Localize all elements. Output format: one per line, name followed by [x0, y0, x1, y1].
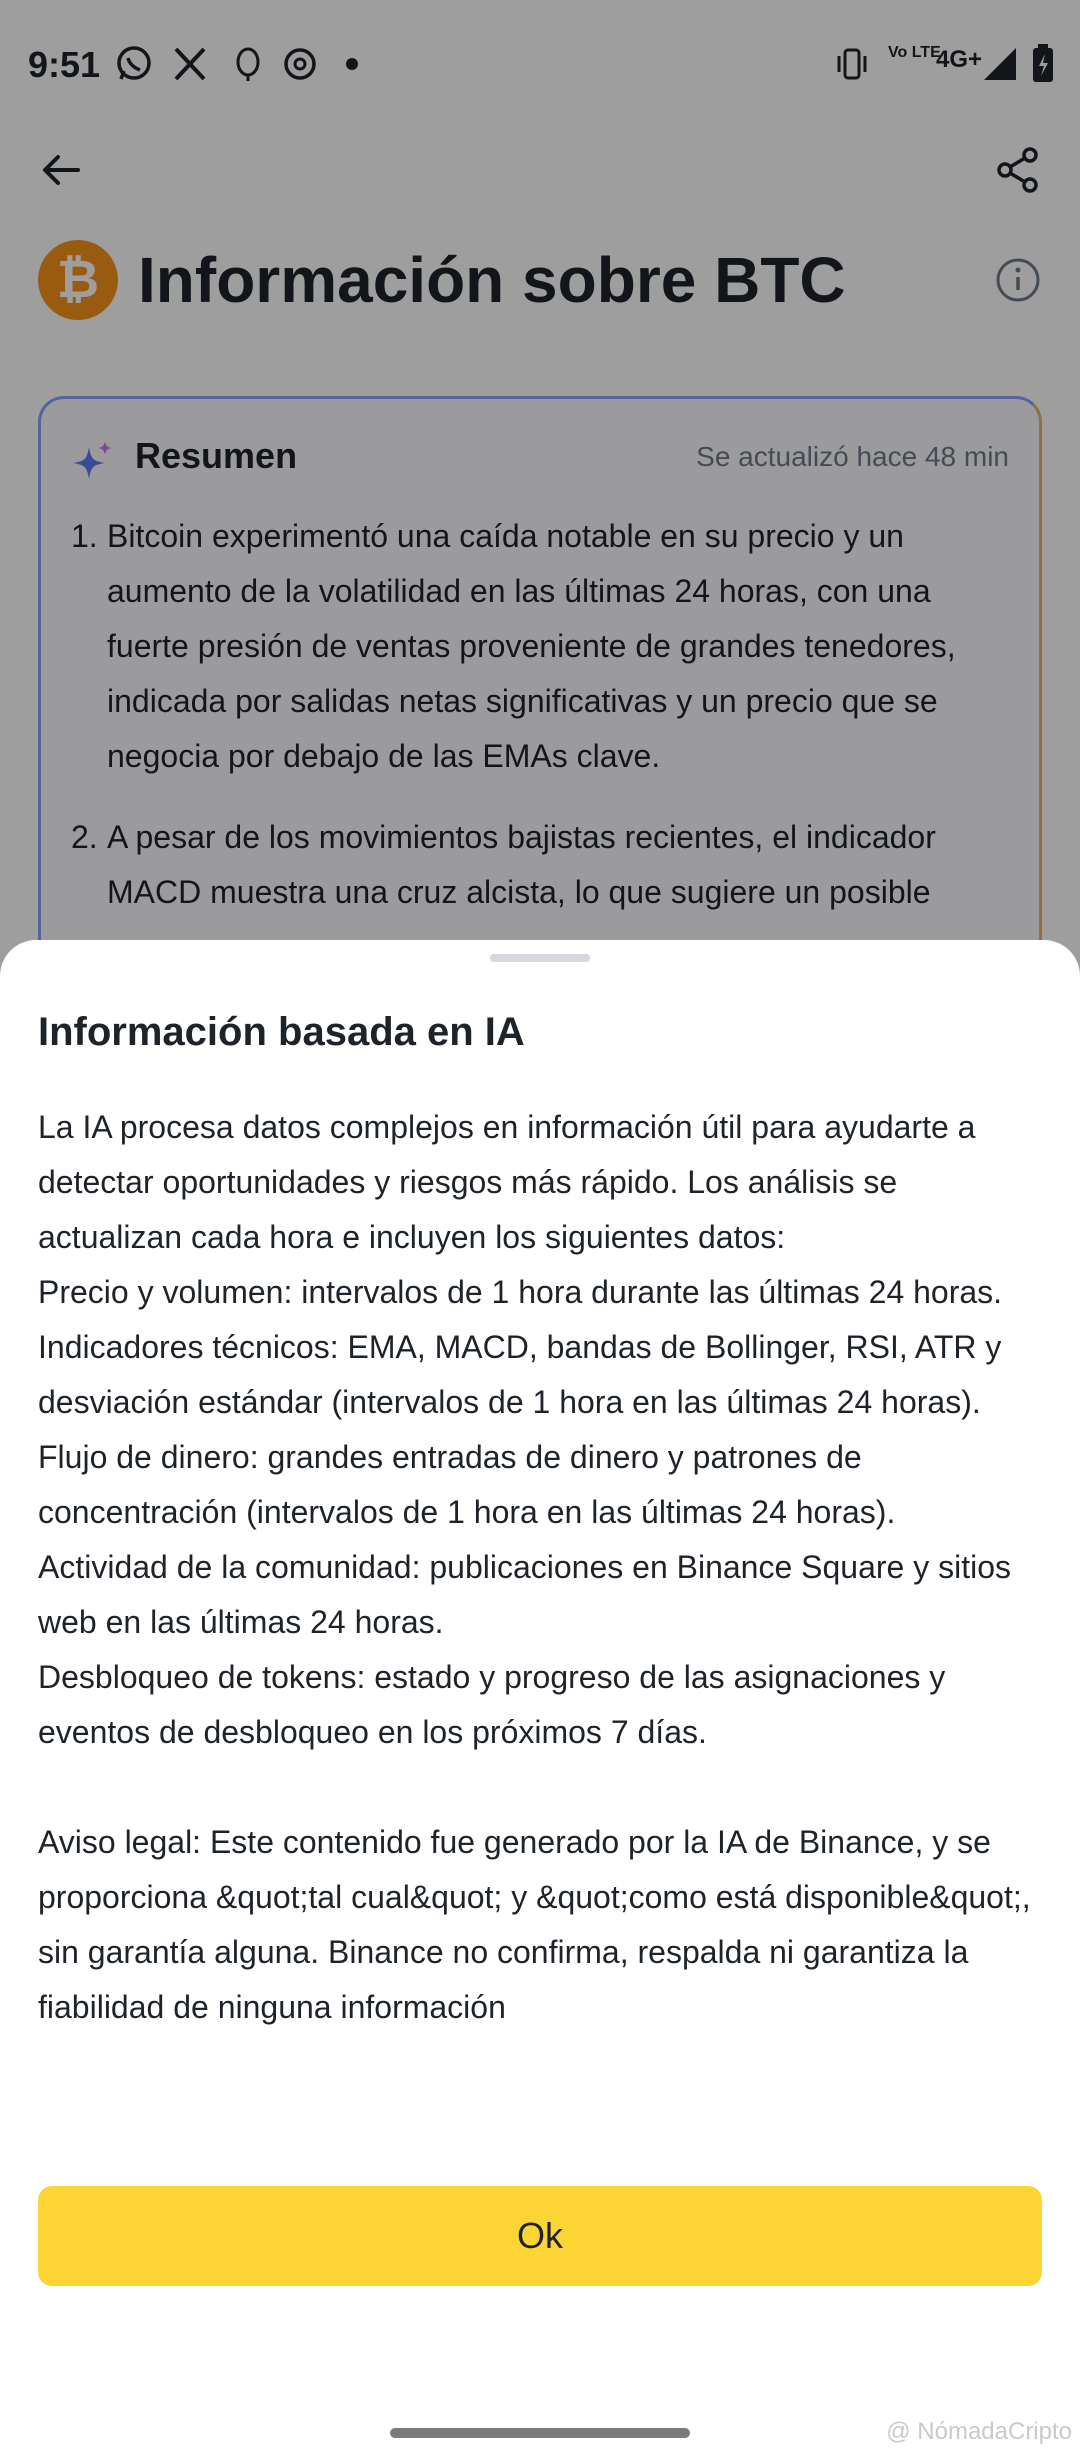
ok-button[interactable]: Ok: [38, 2186, 1042, 2286]
summary-item: 2. A pesar de los movimientos bajistas recientes, el indicador MACD muestra una cruz alcista, lo que sugiere un posible: [71, 819, 936, 910]
watermark: @ NómadaCripto: [886, 2418, 1072, 2445]
volte-label: Vo LTE: [888, 44, 941, 61]
sheet-paragraph: Flujo de dinero: grandes entradas de dinero y patrones de concentración (intervalos de 1 hora en las últimas 24 horas).: [38, 1439, 896, 1530]
legal-disclaimer: Aviso legal: Este contenido fue generado por la IA de Binance, y se proporciona &quot;tal cual&quot; y &quot;como está disponible&quot;, sin garantía alguna. Binance no confirma, respalda ni garantiza la fiabilidad de ninguna información: [38, 1824, 1031, 2025]
sheet-paragraph: Indicadores técnicos: EMA, MACD, bandas de Bollinger, RSI, ATR y desviación estándar (intervalos de 1 hora en las últimas 24 horas).: [38, 1329, 1002, 1420]
network-label: 4G+: [936, 46, 983, 73]
ai-info-bottom-sheet: [0, 940, 1080, 2460]
page-title: Información sobre BTC: [138, 244, 846, 316]
sheet-paragraph: Actividad de la comunidad: publicaciones en Binance Square y sitios web en las últimas 24 horas.: [38, 1549, 1012, 1640]
sheet-body: [38, 1100, 1048, 2035]
sheet-drag-handle[interactable]: [490, 954, 590, 962]
summary-item: 1. Bitcoin experimentó una caída notable en su precio y un aumento de la volatilidad en las últimas 24 horas, con una fuerte presión de ventas proveniente de grandes tenedores, indicada por salidas netas significativas y un precio que se negocia por debajo de las EMAs clave.: [71, 518, 956, 774]
sheet-paragraph: La IA procesa datos complejos en información útil para ayudarte a detectar oportunidades y riesgos más rápido. Los análisis se actualizan cada hora e incluyen los siguientes datos:: [38, 1109, 976, 1255]
summary-updated-time: Se actualizó hace 48 min: [696, 441, 1009, 472]
btc-logo: ₿: [38, 240, 118, 320]
summary-title: Resumen: [135, 435, 298, 476]
sheet-paragraph: Desbloqueo de tokens: estado y progreso de las asignaciones y eventos de desbloqueo en los próximos 7 días.: [38, 1659, 946, 1750]
status-time: 9:51: [28, 44, 101, 85]
home-indicator[interactable]: [390, 2428, 690, 2438]
sheet-paragraph: Precio y volumen: intervalos de 1 hora durante las últimas 24 horas.: [38, 1274, 1003, 1310]
sheet-title: Información basada en IA: [38, 1010, 525, 1054]
